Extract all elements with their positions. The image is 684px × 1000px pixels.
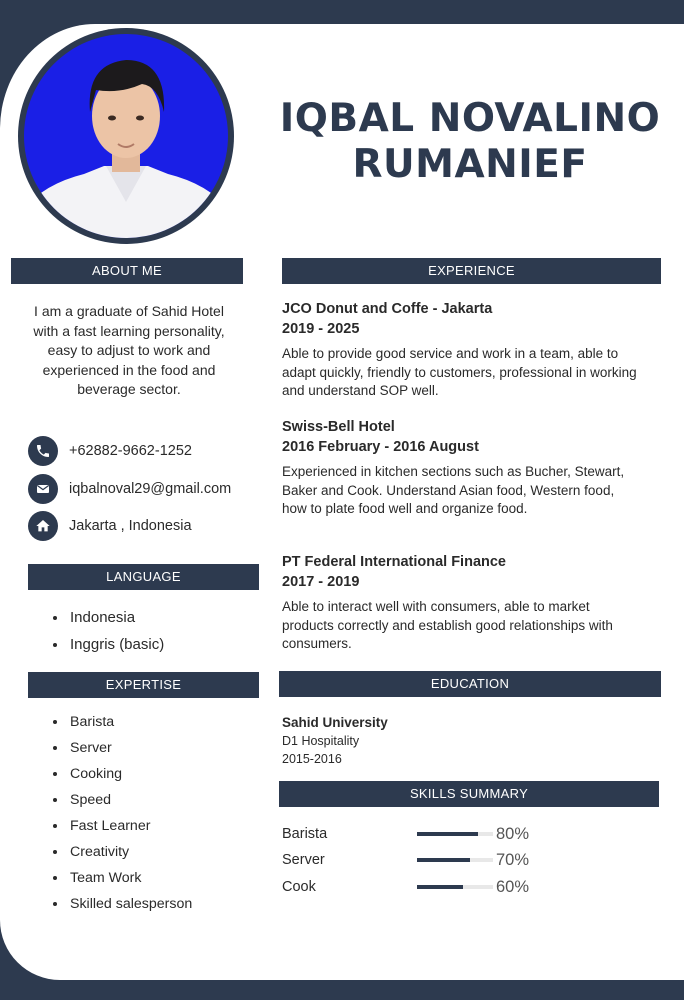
education-program: D1 Hospitality: [282, 734, 360, 748]
phone-number: +62882-9662-1252: [69, 443, 192, 459]
skills-heading: SKILLS SUMMARY: [279, 781, 659, 807]
language-item: • Indonesia: [68, 604, 164, 631]
school-name: Sahid University: [282, 715, 388, 730]
name-line-2: RUMANIEF: [352, 142, 588, 187]
education-years: 2015-2016: [282, 752, 342, 766]
expertise-item: • Speed: [68, 787, 192, 813]
skill-name: Cook: [282, 879, 316, 895]
skill-bar: [417, 885, 493, 889]
education-heading: EDUCATION: [279, 671, 661, 697]
language-heading: LANGUAGE: [28, 564, 259, 590]
phone-icon: [28, 436, 58, 466]
job-title: JCO Donut and Coffe - Jakarta: [282, 301, 493, 317]
job-dates: 2017 - 2019: [282, 574, 360, 590]
skill-row: [282, 876, 542, 898]
job-title: Swiss-Bell Hotel: [282, 419, 395, 435]
expertise-item: • Barista: [68, 709, 192, 735]
skill-row: [282, 823, 542, 845]
experience-heading: EXPERIENCE: [282, 258, 661, 284]
expertise-item: • Fast Learner: [68, 813, 192, 839]
job-dates: 2019 - 2025: [282, 321, 360, 337]
skill-name: Barista: [282, 826, 328, 842]
email-address[interactable]: iqbalnoval29@gmail.com: [69, 481, 232, 497]
skill-percent: 60%: [496, 878, 530, 896]
skill-percent: 80%: [496, 825, 530, 843]
skill-bar: [417, 858, 493, 862]
profile-photo: [24, 34, 228, 238]
candidate-name: [270, 96, 670, 188]
education-entry: [282, 714, 582, 768]
home-icon: [28, 511, 58, 541]
expertise-heading: EXPERTISE: [28, 672, 259, 698]
email-icon: [28, 474, 58, 504]
about-heading: ABOUT ME: [11, 258, 243, 284]
expertise-item: • Creativity: [68, 839, 192, 865]
language-item: • Inggris (basic): [68, 631, 164, 658]
expertise-item: • Server: [68, 735, 192, 761]
skill-bar-fill: [417, 832, 478, 836]
about-text: I am a graduate of Sahid Hotel with a fast learning personality, easy to adjust to work and experienced in the food and beverage sector.: [33, 303, 225, 397]
experience-entry: [282, 552, 642, 654]
skill-bar-fill: [417, 885, 463, 889]
person-illustration: [24, 34, 228, 238]
expertise-item: • Cooking: [68, 761, 192, 787]
location-text: Jakarta , Indonesia: [69, 518, 192, 534]
experience-entry: [282, 299, 642, 401]
contact-email: [28, 474, 268, 504]
skill-percent: 70%: [496, 851, 530, 869]
job-title: PT Federal International Finance: [282, 554, 506, 570]
contact-phone: [28, 436, 268, 466]
expertise-item: • Skilled salesperson: [68, 891, 192, 917]
contact-location: [28, 511, 268, 541]
expertise-item: • Team Work: [68, 865, 192, 891]
language-list: [50, 604, 164, 658]
expertise-list: [50, 709, 192, 917]
skill-bar-fill: [417, 858, 470, 862]
job-description: Able to interact well with consumers, able to market products correctly and establish good relationships with consumers.: [282, 599, 613, 651]
skill-name: Server: [282, 852, 325, 868]
skill-bar: [417, 832, 493, 836]
job-dates: 2016 February - 2016 August: [282, 439, 479, 455]
skill-row: [282, 849, 542, 871]
name-line-1: IQBAL NOVALINO: [279, 96, 661, 141]
job-description: Experienced in kitchen sections such as Bucher, Stewart, Baker and Cook. Understand Asian food, Western food, how to plate food well and organize food.: [282, 464, 625, 516]
job-description: Able to provide good service and work in a team, able to adapt quickly, friendly to customers, professional in working and understand SOP well.: [282, 346, 637, 398]
experience-entry: [282, 417, 642, 519]
